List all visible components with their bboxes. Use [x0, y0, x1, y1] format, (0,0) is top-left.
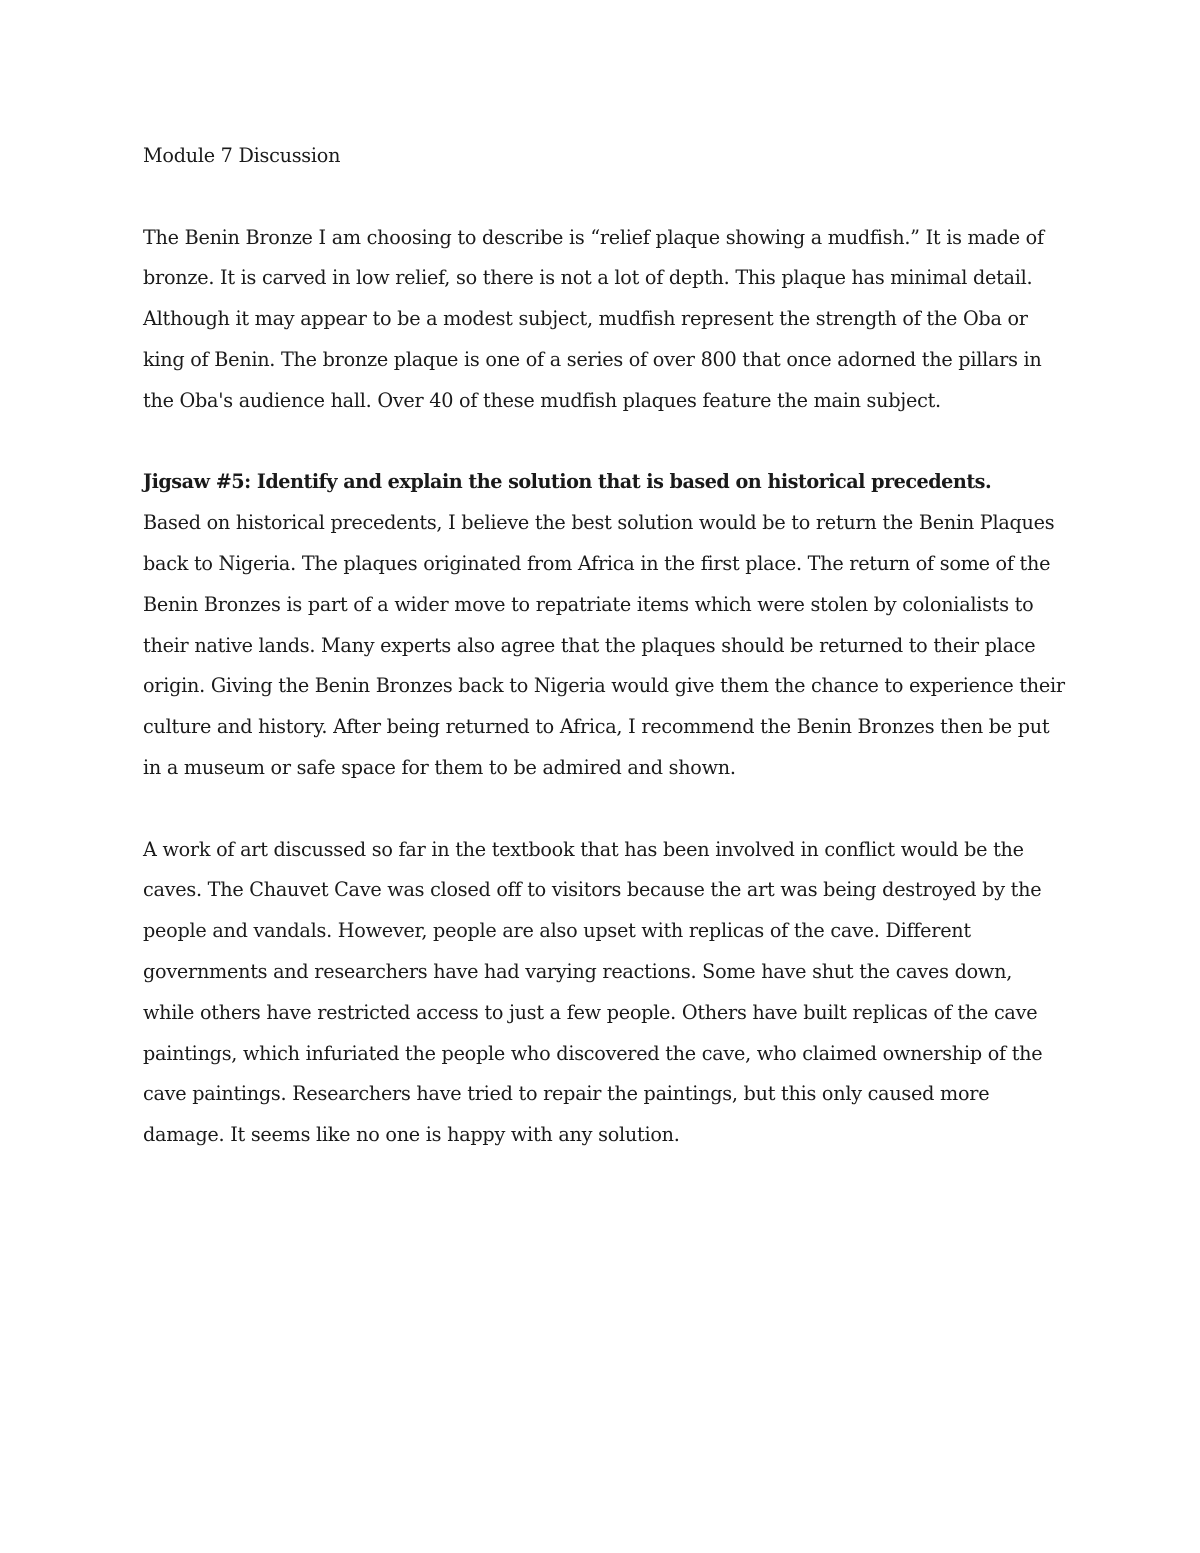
paragraph-benin-bronze: The Benin Bronze I am choosing to describe is “relief plaque showing a mudfish.” It is made of bronze. It is carved in low relief, so there is not a lot of depth. This plaque has minimal detail. Although it may appear to be a modest subject, mudfish represent the strength of the Oba or king of Benin. The bronze plaque is one of a series of over 800 that once adorned the pillars in the Oba's audience hall. Over 40 of these mudfish plaques feature the main subject.	[143, 225, 1044, 412]
blank-line	[143, 177, 1065, 218]
document-body	[143, 136, 1065, 1156]
document-title: Module 7 Discussion	[143, 144, 341, 167]
blank-line	[143, 422, 1065, 463]
paragraph-historical-precedents: Based on historical precedents, I believe the best solution would be to return the Benin Plaques back to Nigeria. The plaques originated from Africa in the first place. The return of some of the Benin Bronzes is part of a wider move to repatriate items which were stolen by colonialists to their native lands. Many experts also agree that the plaques should be returned to their place origin. Giving the Benin Bronzes back to Nigeria would give them the chance to experience their culture and history. After being returned to Africa, I recommend the Benin Bronzes then be put in a museum or safe space for them to be admired and shown.	[143, 511, 1065, 779]
paragraph-chauvet-cave: A work of art discussed so far in the textbook that has been involved in conflict would be the caves. The Chauvet Cave was closed off to visitors because the art was being destroyed by the people and vandals. However, people are also upset with replicas of the cave. Different governments and researchers have had varying reactions. Some have shut the caves down, while others have restricted access to just a few people. Others have built replicas of the cave paintings, which infuriated the people who discovered the cave, who claimed ownership of the cave paintings. Researchers have tried to repair the paintings, but this only caused more damage. It seems like no one is happy with any solution.	[143, 837, 1043, 1147]
jigsaw-heading: Jigsaw #5: Identify and explain the solution that is based on historical precedents.	[143, 470, 992, 494]
blank-line	[143, 789, 1065, 830]
